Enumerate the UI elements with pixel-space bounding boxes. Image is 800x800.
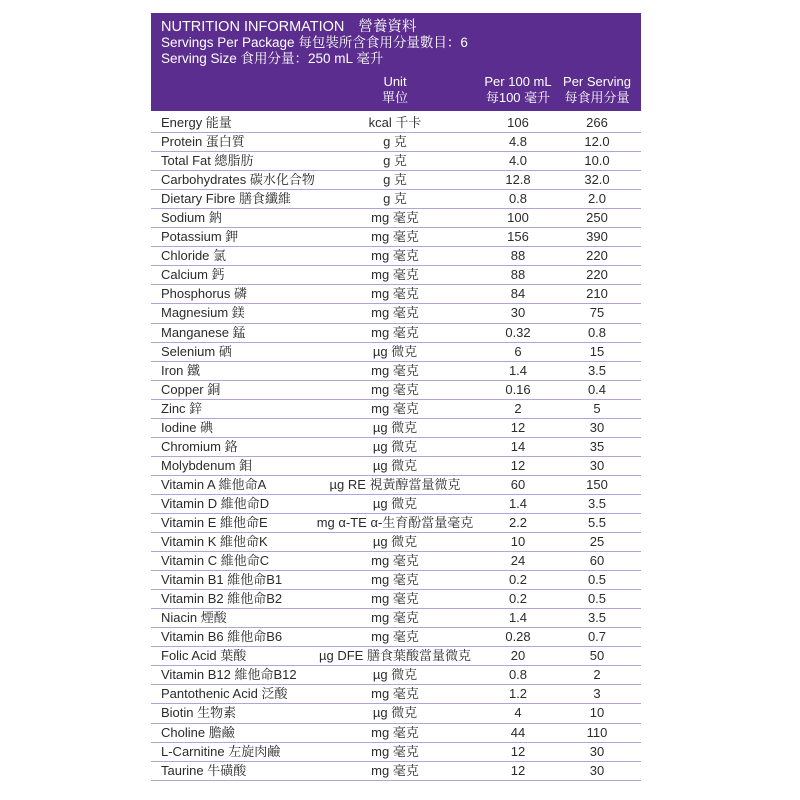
table-row	[151, 476, 641, 495]
table-row	[151, 114, 641, 133]
value-per-serving: 32.0	[584, 172, 610, 188]
nutrient-name: Vitamin B1 維他命B1	[161, 572, 283, 588]
table-row	[151, 324, 641, 343]
nutrient-name: Vitamin B6 維他命B6	[161, 629, 283, 645]
nutrient-table	[151, 114, 641, 781]
value-per-serving: 25	[589, 534, 605, 550]
nutrient-unit: mg 毫克	[371, 305, 419, 321]
value-per-100ml: 12	[510, 743, 526, 759]
table-row	[151, 209, 641, 228]
value-per-serving: 10.0	[584, 153, 610, 169]
nutrient-name: Protein 蛋白質	[161, 134, 245, 150]
value-per-100ml: 24	[510, 553, 526, 569]
value-per-100ml: 2.2	[508, 514, 528, 530]
value-per-100ml: 0.8	[508, 667, 528, 683]
value-per-serving: 220	[586, 267, 608, 283]
nutrient-name: Vitamin D 維他命D	[161, 495, 270, 511]
value-per-serving: 3.5	[587, 495, 607, 511]
nutrient-name: Dietary Fibre 膳食纖維	[161, 191, 292, 207]
value-per-100ml: 12	[510, 457, 526, 473]
value-per-serving: 0.8	[587, 324, 607, 340]
table-row	[151, 304, 641, 323]
column-header-per-100ml-zh: 每100 毫升	[485, 90, 551, 105]
table-row	[151, 495, 641, 514]
table-row	[151, 457, 641, 476]
nutrient-unit: mg 毫克	[371, 743, 419, 759]
nutrient-name: Phosphorus 磷	[161, 286, 247, 302]
value-per-serving: 0.5	[587, 591, 607, 607]
nutrient-name: Folic Acid 葉酸	[161, 648, 247, 664]
value-per-serving: 3.5	[587, 610, 607, 626]
value-per-100ml: 1.2	[508, 686, 528, 702]
table-row	[151, 533, 641, 552]
table-row	[151, 571, 641, 590]
table-row	[151, 666, 641, 685]
table-row	[151, 381, 641, 400]
value-per-100ml: 156	[507, 229, 529, 245]
nutrient-name: Copper 銅	[161, 381, 221, 397]
table-row	[151, 171, 641, 190]
nutrient-name: Carbohydrates 碳水化合物	[161, 172, 315, 188]
column-header-unit	[361, 74, 429, 106]
value-per-100ml: 6	[514, 343, 522, 359]
value-per-serving: 50	[589, 648, 605, 664]
nutrient-unit: mg 毫克	[371, 362, 419, 378]
serving-size: Serving Size 食用分量：250 mL 毫升	[161, 51, 384, 66]
table-row	[151, 400, 641, 419]
nutrient-unit: mg 毫克	[371, 210, 419, 226]
table-row	[151, 743, 641, 762]
value-per-100ml: 44	[510, 724, 526, 740]
value-per-100ml: 4	[514, 705, 522, 721]
value-per-100ml: 4.8	[508, 134, 528, 150]
nutrient-name: Iodine 碘	[161, 419, 214, 435]
table-row	[151, 133, 641, 152]
nutrient-unit: mg 毫克	[371, 324, 419, 340]
panel-title	[161, 19, 641, 35]
value-per-serving: 3	[593, 686, 601, 702]
table-row	[151, 438, 641, 457]
title-english: NUTRITION INFORMATION	[161, 19, 345, 35]
column-header-unit-en: Unit	[383, 74, 407, 89]
value-per-100ml: 2	[514, 400, 522, 416]
value-per-serving: 0.4	[587, 381, 607, 397]
nutrient-unit: mg 毫克	[371, 267, 419, 283]
value-per-100ml: 20	[510, 648, 526, 664]
nutrient-unit: mg α-TE α-生育酚當量毫克	[316, 514, 474, 530]
nutrient-name: Pantothenic Acid 泛酸	[161, 686, 288, 702]
column-header-per-serving	[560, 74, 634, 106]
nutrient-name: Vitamin B12 維他命B12	[161, 667, 297, 683]
nutrition-header	[151, 13, 641, 111]
nutrient-name: Vitamin E 維他命E	[161, 514, 268, 530]
value-per-100ml: 0.28	[505, 629, 531, 645]
nutrient-unit: mg 毫克	[371, 762, 419, 778]
nutrient-unit: g 克	[383, 134, 407, 150]
nutrient-unit: µg 微克	[372, 457, 418, 473]
nutrient-unit: mg 毫克	[371, 400, 419, 416]
nutrient-unit: mg 毫克	[371, 381, 419, 397]
table-row	[151, 724, 641, 743]
table-row	[151, 685, 641, 704]
table-row	[151, 514, 641, 533]
nutrient-name: Biotin 生物素	[161, 705, 237, 721]
value-per-serving: 2	[593, 667, 601, 683]
value-per-100ml: 100	[507, 210, 529, 226]
nutrient-unit: g 克	[383, 153, 407, 169]
table-row	[151, 266, 641, 285]
nutrient-unit: mg 毫克	[371, 629, 419, 645]
value-per-serving: 390	[586, 229, 608, 245]
value-per-100ml: 0.32	[505, 324, 531, 340]
nutrient-unit: mg 毫克	[371, 572, 419, 588]
nutrient-unit: mg 毫克	[371, 591, 419, 607]
nutrient-name: L-Carnitine 左旋肉鹼	[161, 743, 281, 759]
value-per-serving: 35	[589, 438, 605, 454]
column-header-per-100ml	[481, 74, 555, 106]
table-row	[151, 762, 641, 781]
table-row	[151, 704, 641, 723]
nutrient-unit: g 克	[383, 191, 407, 207]
nutrient-name: Molybdenum 鉬	[161, 457, 253, 473]
value-per-100ml: 84	[510, 286, 526, 302]
value-per-100ml: 30	[510, 305, 526, 321]
table-row	[151, 362, 641, 381]
nutrient-unit: µg 微克	[372, 438, 418, 454]
value-per-serving: 15	[589, 343, 605, 359]
nutrient-unit: mg 毫克	[371, 610, 419, 626]
value-per-serving: 110	[586, 724, 608, 740]
value-per-serving: 2.0	[587, 191, 607, 207]
value-per-100ml: 0.2	[508, 591, 528, 607]
value-per-serving: 0.5	[587, 572, 607, 588]
nutrient-unit: mg 毫克	[371, 553, 419, 569]
table-row	[151, 628, 641, 647]
nutrient-name: Vitamin K 維他命K	[161, 534, 268, 550]
nutrient-name: Magnesium 鎂	[161, 305, 245, 321]
nutrient-unit: µg 微克	[372, 343, 418, 359]
table-row	[151, 285, 641, 304]
nutrient-unit: µg 微克	[372, 495, 418, 511]
value-per-serving: 30	[589, 743, 605, 759]
value-per-serving: 30	[589, 762, 605, 778]
nutrient-name: Sodium 鈉	[161, 210, 222, 226]
value-per-serving: 266	[586, 115, 608, 130]
value-per-100ml: 10	[510, 534, 526, 550]
nutrient-name: Vitamin C 維他命C	[161, 553, 270, 569]
nutrient-name: Zinc 鋅	[161, 400, 203, 416]
value-per-serving: 220	[586, 248, 608, 264]
table-row	[151, 552, 641, 571]
value-per-100ml: 14	[510, 438, 526, 454]
value-per-100ml: 1.4	[508, 495, 528, 511]
value-per-serving: 150	[586, 476, 608, 492]
nutrient-unit: mg 毫克	[371, 229, 419, 245]
column-header-per-serving-zh: 每食用分量	[564, 90, 630, 105]
value-per-100ml: 4.0	[508, 153, 528, 169]
nutrient-unit: µg 微克	[372, 534, 418, 550]
title-chinese: 營養資料	[358, 19, 417, 35]
nutrient-name: Chloride 氯	[161, 248, 227, 264]
nutrient-name: Manganese 錳	[161, 324, 246, 340]
value-per-serving: 30	[589, 457, 605, 473]
table-row	[151, 247, 641, 266]
nutrient-unit: µg RE 視黃醇當量微克	[329, 476, 461, 492]
nutrient-unit: mg 毫克	[371, 724, 419, 740]
value-per-100ml: 1.4	[508, 610, 528, 626]
nutrient-unit: mg 毫克	[371, 686, 419, 702]
nutrient-unit: g 克	[383, 172, 407, 188]
value-per-serving: 5	[593, 400, 601, 416]
nutrient-unit: µg 微克	[372, 667, 418, 683]
column-header-per-100ml-en: Per 100 mL	[484, 74, 552, 89]
value-per-serving: 3.5	[587, 362, 607, 378]
value-per-serving: 10	[589, 705, 605, 721]
value-per-serving: 75	[589, 305, 605, 321]
table-row	[151, 190, 641, 209]
nutrient-name: Vitamin A 維他命A	[161, 476, 267, 492]
value-per-100ml: 12	[510, 762, 526, 778]
nutrient-name: Selenium 硒	[161, 343, 232, 359]
value-per-serving: 60	[589, 553, 605, 569]
table-row	[151, 647, 641, 666]
servings-per-package: Servings Per Package 每包裝所含食用分量數目：6	[161, 35, 468, 50]
nutrient-name: Niacin 煙酸	[161, 610, 227, 626]
value-per-100ml: 0.2	[508, 572, 528, 588]
column-header-unit-zh: 單位	[381, 90, 408, 105]
nutrient-unit: µg 微克	[372, 705, 418, 721]
nutrient-name: Energy 能量	[161, 115, 232, 130]
nutrient-name: Chromium 鉻	[161, 438, 238, 454]
nutrient-unit: kcal 千卡	[368, 115, 422, 130]
value-per-100ml: 88	[510, 267, 526, 283]
table-row	[151, 228, 641, 247]
nutrient-unit: µg 微克	[372, 419, 418, 435]
nutrient-name: Calcium 鈣	[161, 267, 225, 283]
nutrient-name: Choline 膽鹼	[161, 724, 235, 740]
table-row	[151, 343, 641, 362]
value-per-100ml: 60	[510, 476, 526, 492]
value-per-serving: 12.0	[584, 134, 610, 150]
value-per-100ml: 88	[510, 248, 526, 264]
nutrient-name: Total Fat 總脂肪	[161, 153, 254, 169]
value-per-serving: 5.5	[587, 514, 607, 530]
value-per-serving: 210	[586, 286, 608, 302]
nutrient-name: Potassium 鉀	[161, 229, 239, 245]
column-header-per-serving-en: Per Serving	[563, 74, 631, 89]
table-row	[151, 419, 641, 438]
nutrient-name: Iron 鐵	[161, 362, 201, 378]
nutrient-unit: µg DFE 膳食葉酸當量微克	[319, 648, 471, 664]
value-per-100ml: 12.8	[505, 172, 531, 188]
value-per-serving: 250	[586, 210, 608, 226]
nutrient-name: Taurine 牛磺酸	[161, 762, 247, 778]
nutrient-name: Vitamin B2 維他命B2	[161, 591, 283, 607]
value-per-serving: 0.7	[587, 629, 607, 645]
nutrient-unit: mg 毫克	[371, 248, 419, 264]
value-per-serving: 30	[589, 419, 605, 435]
table-row	[151, 590, 641, 609]
value-per-100ml: 0.16	[505, 381, 531, 397]
value-per-100ml: 106	[507, 115, 529, 130]
value-per-100ml: 12	[510, 419, 526, 435]
nutrient-unit: mg 毫克	[371, 286, 419, 302]
nutrition-panel	[151, 13, 641, 781]
value-per-100ml: 0.8	[508, 191, 528, 207]
table-row	[151, 609, 641, 628]
table-row	[151, 152, 641, 171]
value-per-100ml: 1.4	[508, 362, 528, 378]
